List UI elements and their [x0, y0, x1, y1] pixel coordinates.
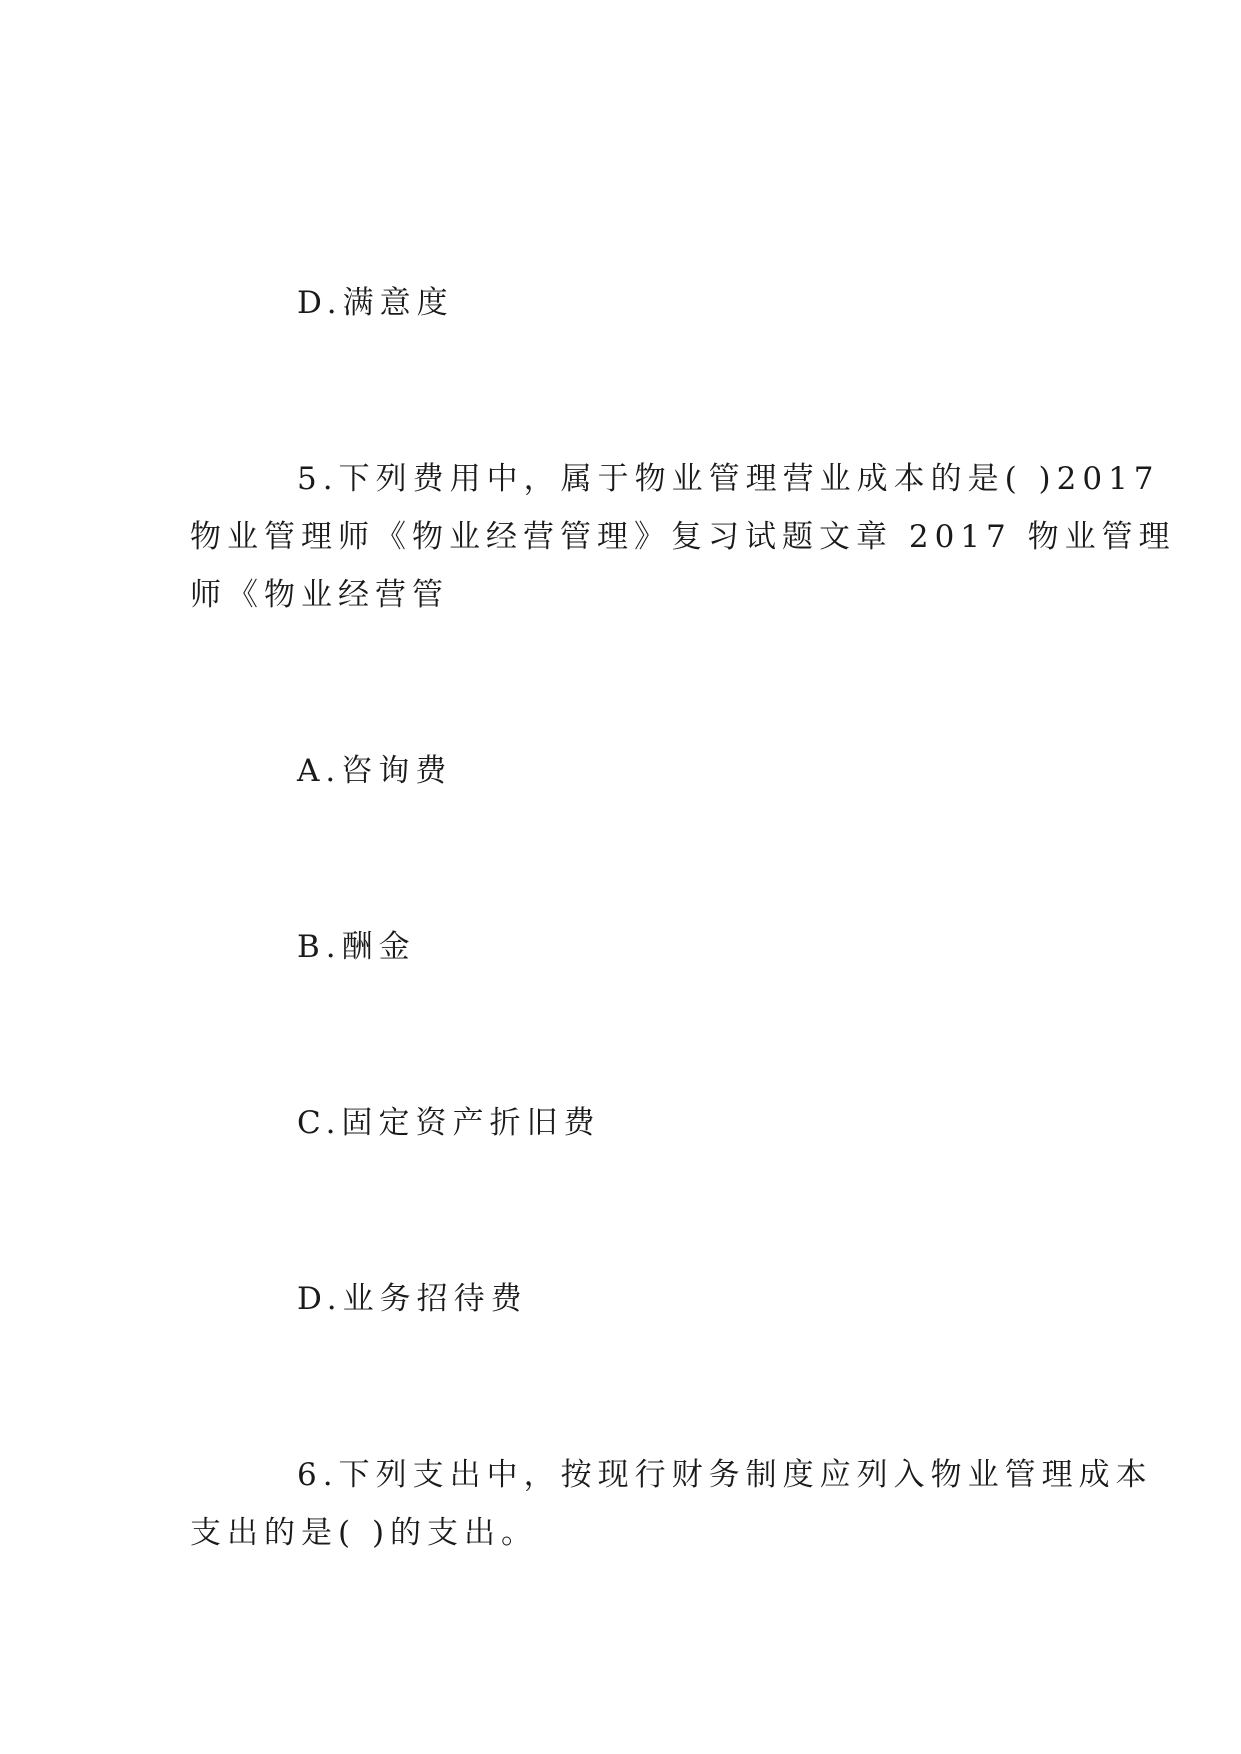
question-5-line-2: 物业管理师《物业经营管理》复习试题文章 2017 物业管理	[190, 519, 1176, 555]
question-6-line-2: 支出的是( )的支出。	[190, 1515, 539, 1551]
question-5-option-a: A.咨询费	[297, 753, 453, 789]
question-6-line-1: 6.下列支出中，按现行财务制度应列入物业管理成本	[297, 1457, 1153, 1493]
prev-option-d: D.满意度	[297, 285, 454, 321]
question-5-option-c: C.固定资产折旧费	[297, 1105, 601, 1141]
question-5-line-3: 师《物业经营管	[190, 577, 449, 613]
question-5-option-d: D.业务招待费	[297, 1281, 528, 1317]
question-5-line-1: 5.下列费用中，属于物业管理营业成本的是( )2017	[297, 461, 1160, 497]
question-5-option-b: B.酬金	[297, 929, 416, 965]
